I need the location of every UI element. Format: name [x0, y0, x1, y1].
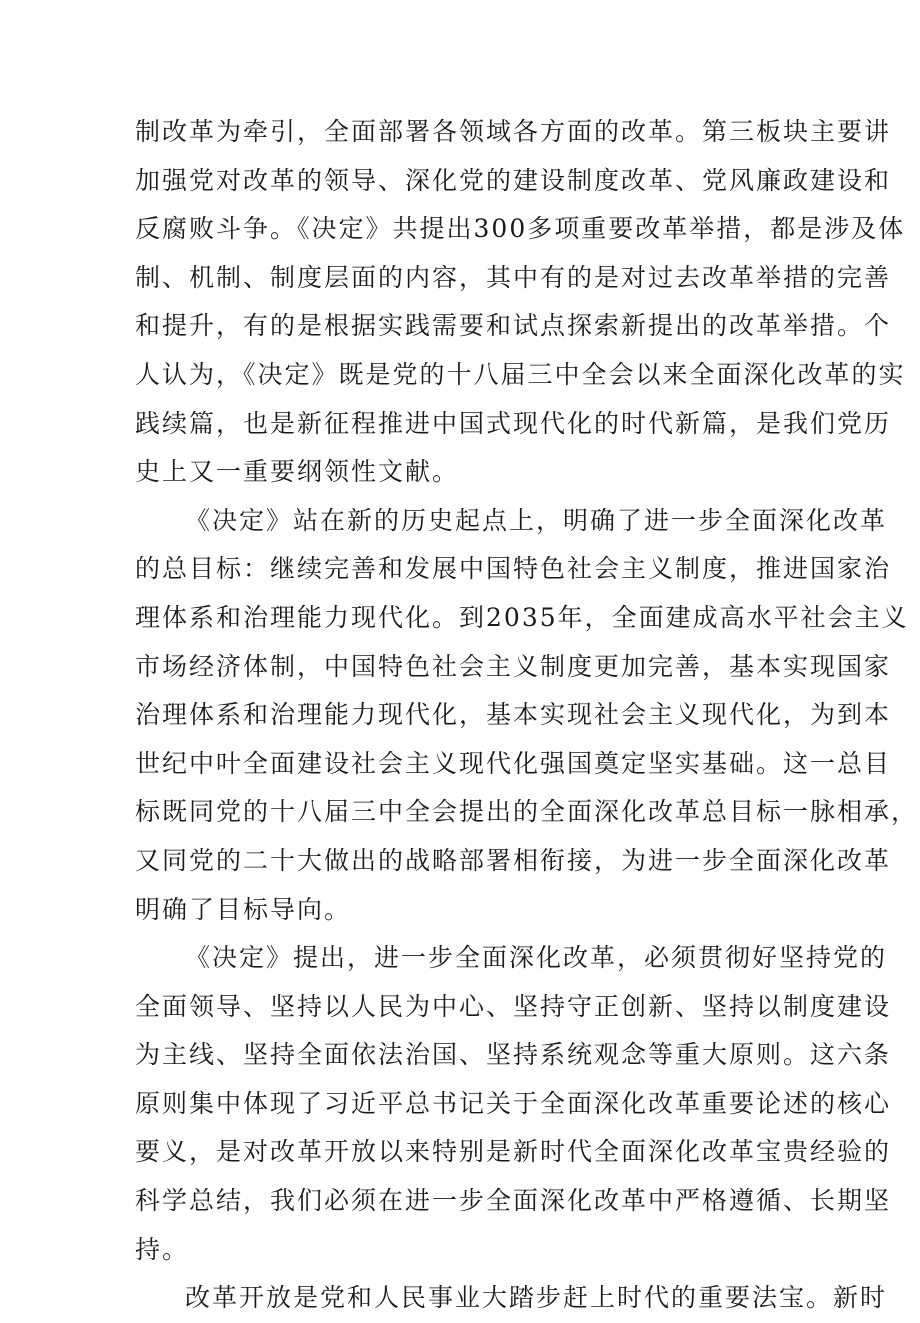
text-line: 理体系和治理能力现代化。到2035年，全面建成高水平社会主义: [135, 602, 909, 632]
body-text: [135, 108, 919, 1323]
text-line: 持。: [135, 1234, 190, 1264]
text-line: 和提升，有的是根据实践需要和试点探索新提出的改革举措。个: [135, 311, 892, 341]
text-line: 要义，是对改革开放以来特别是新时代全面深化改革宝贵经验的: [135, 1137, 892, 1167]
text-line: 标既同党的十八届三中全会提出的全面深化改革总目标一脉相承，: [135, 797, 919, 827]
text-line: 明确了目标导向。: [135, 894, 352, 924]
text-line: 原则集中体现了习近平总书记关于全面深化改革重要论述的核心: [135, 1088, 892, 1118]
text-line: 全面领导、坚持以人民为中心、坚持守正创新、坚持以制度建设: [135, 991, 892, 1021]
text-line: 科学总结，我们必须在进一步全面深化改革中严格遵循、长期坚: [135, 1186, 892, 1216]
paragraph-first-line: 《决定》提出，进一步全面深化改革，必须贯彻好坚持党的: [185, 943, 888, 973]
text-line: 又同党的二十大做出的战略部署相衔接，为进一步全面深化改革: [135, 845, 892, 875]
text-line: 世纪中叶全面建设社会主义现代化强国奠定坚实基础。这一总目: [135, 748, 892, 778]
text-line: 史上又一重要纲领性文献。: [135, 457, 460, 487]
text-line: 制、机制、制度层面的内容，其中有的是对过去改革举措的完善: [135, 262, 892, 292]
text-line: 的总目标：继续完善和发展中国特色社会主义制度，推进国家治: [135, 554, 892, 584]
paragraph-first-line: 改革开放是党和人民事业大踏步赶上时代的重要法宝。新时: [185, 1283, 888, 1313]
text-line: 制改革为牵引，全面部署各领域各方面的改革。第三板块主要讲: [135, 117, 892, 146]
text-line: 人认为，《决定》既是党的十八届三中全会以来全面深化改革的实: [135, 359, 906, 389]
text-line: 反腐败斗争。《决定》共提出300多项重要改革举措，都是涉及体: [135, 214, 906, 244]
text-line: 践续篇，也是新征程推进中国式现代化的时代新篇，是我们党历: [135, 408, 892, 438]
text-line: 市场经济体制，中国特色社会主义制度更加完善，基本实现国家: [135, 651, 892, 681]
text-line: 加强党对改革的领导、深化党的建设制度改革、党风廉政建设和: [135, 165, 892, 195]
text-line: 为主线、坚持全面依法治国、坚持系统观念等重大原则。这六条: [135, 1040, 892, 1070]
paragraph-first-line: 《决定》站在新的历史起点上，明确了进一步全面深化改革: [185, 505, 888, 535]
text-line: 治理体系和治理能力现代化，基本实现社会主义现代化，为到本: [135, 700, 892, 730]
